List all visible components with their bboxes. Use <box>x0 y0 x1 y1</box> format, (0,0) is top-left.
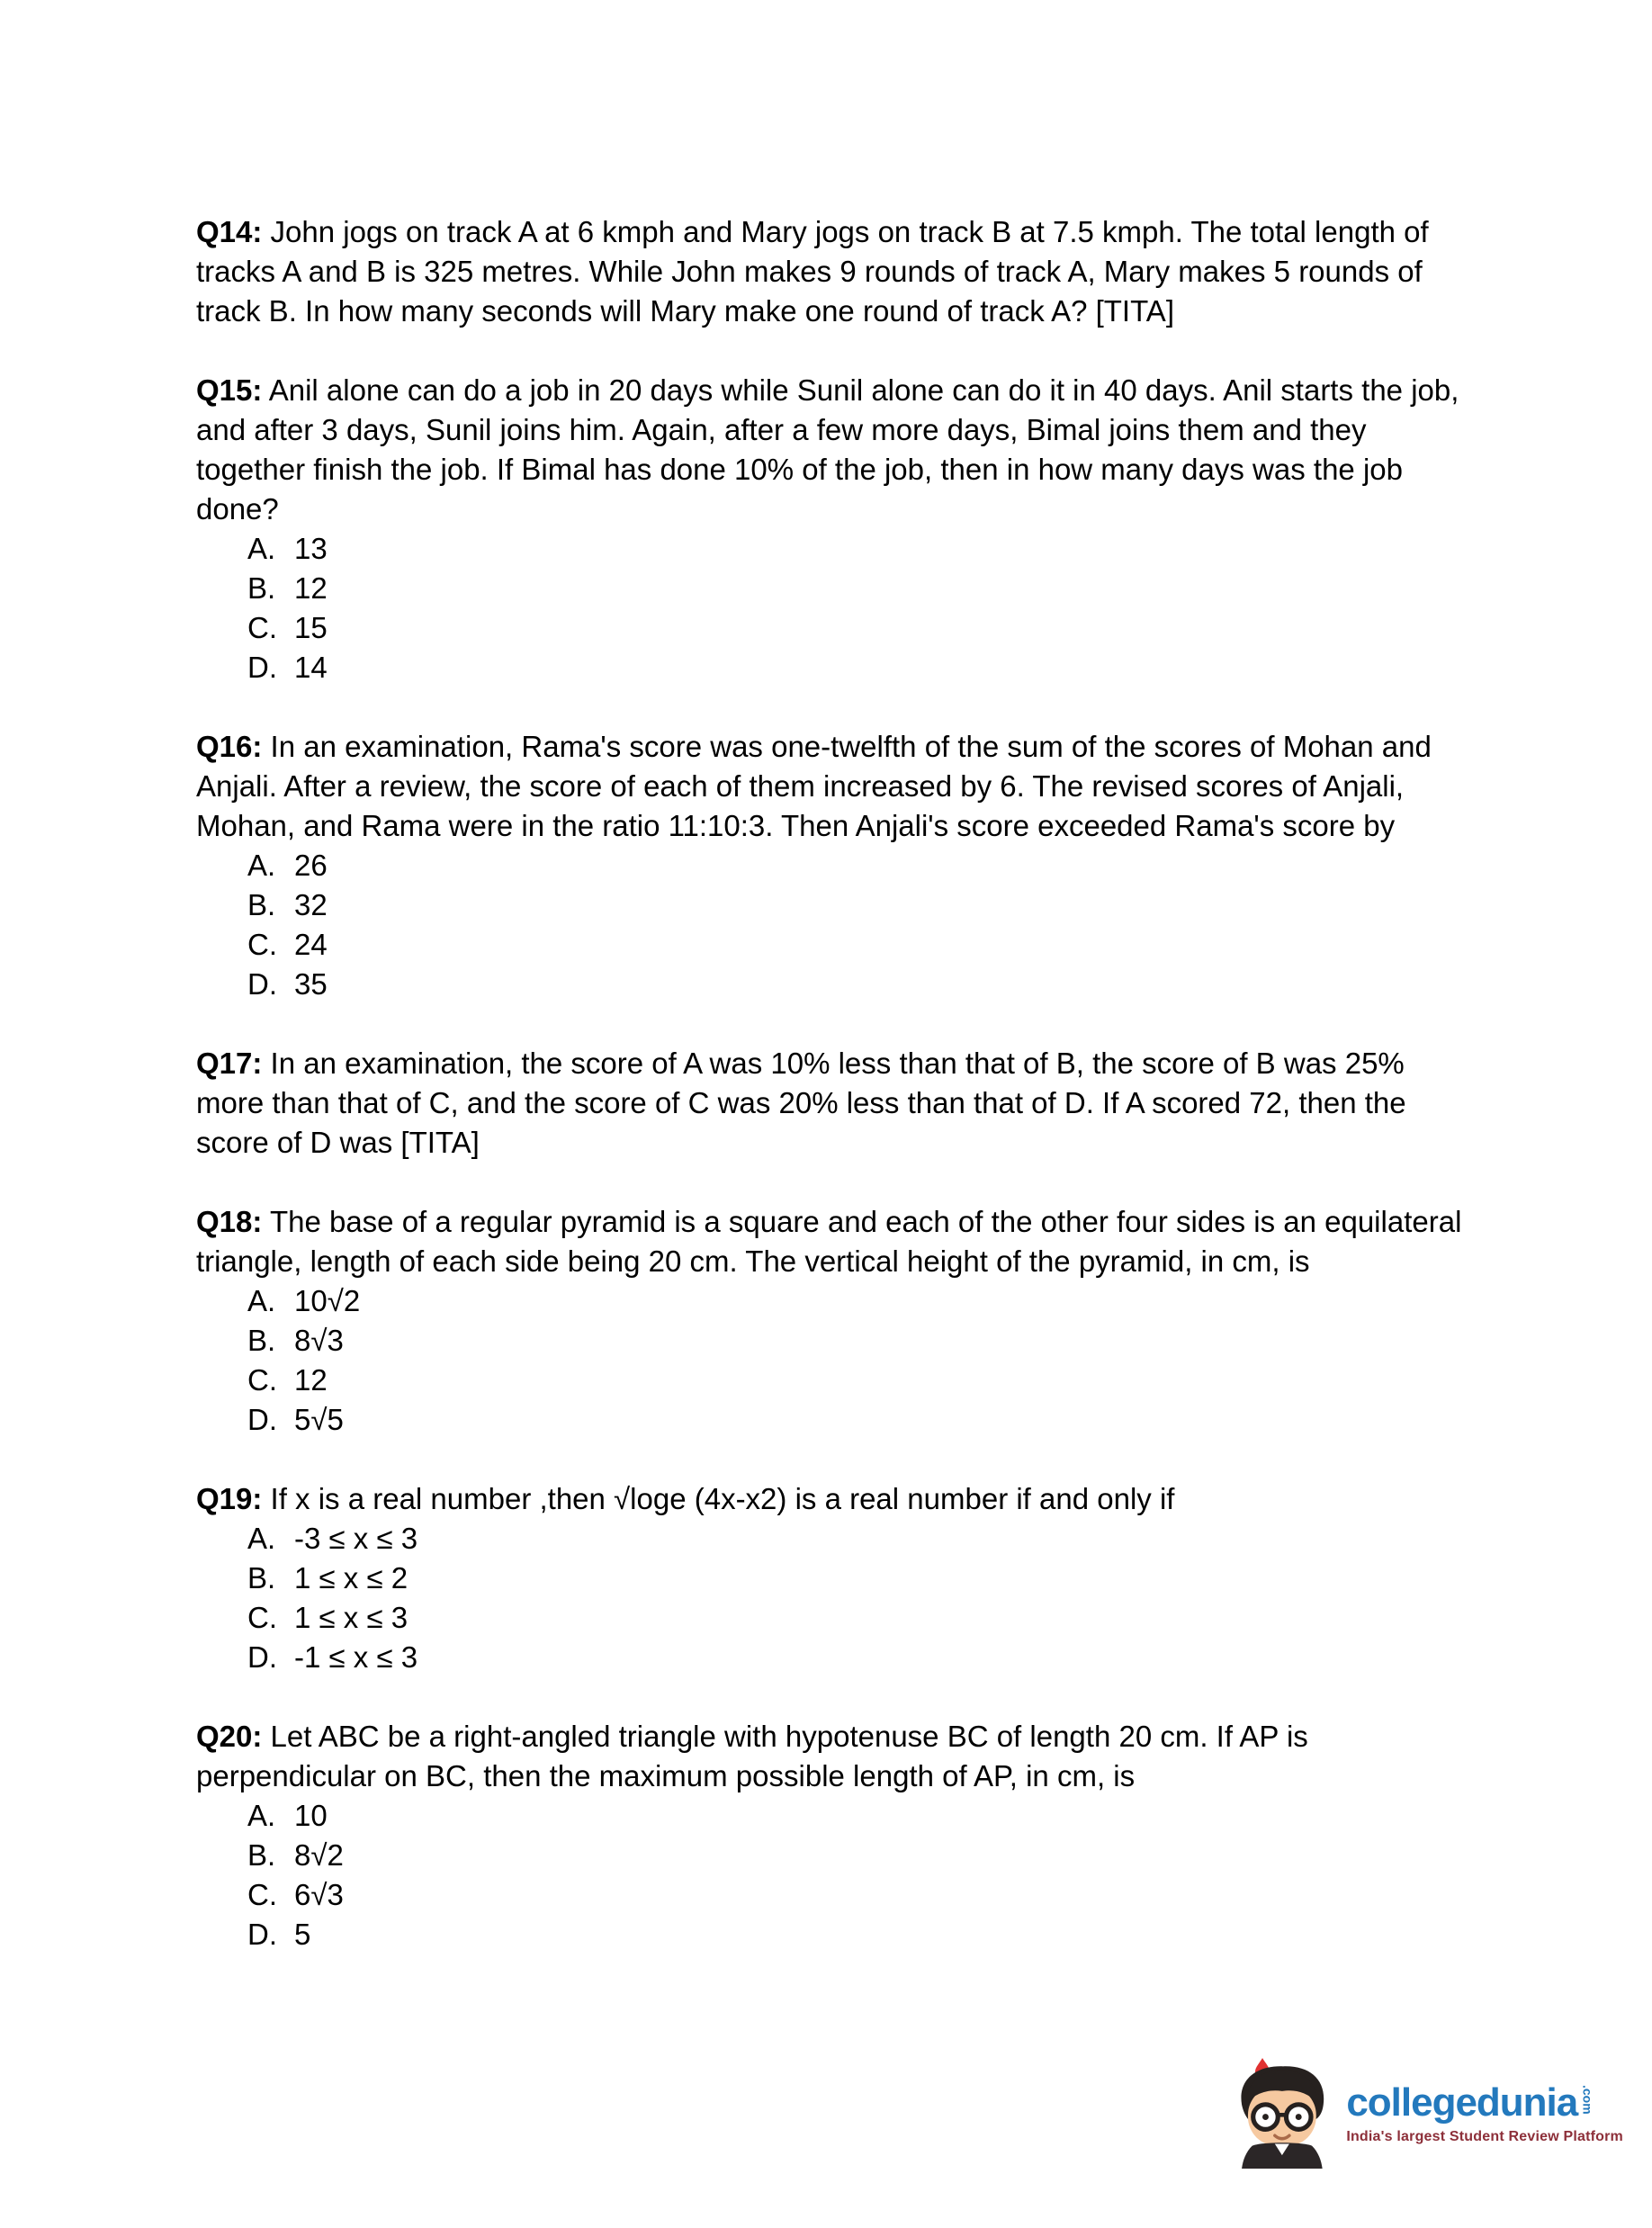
option-list <box>196 846 1467 1004</box>
question-paragraph <box>196 371 1467 529</box>
collegedunia-mascot-icon <box>1231 2057 1335 2169</box>
option-row <box>247 1836 1467 1875</box>
option-row <box>247 608 1467 648</box>
question-number: Q17: <box>196 1047 263 1080</box>
question-number: Q14: <box>196 215 263 248</box>
option-label: D. <box>247 651 277 684</box>
option-text: -3 ≤ x ≤ 3 <box>294 1522 418 1555</box>
option-row <box>247 1519 1467 1559</box>
question-paragraph <box>196 1202 1467 1281</box>
option-row <box>247 648 1467 687</box>
brand-text <box>1346 2081 1623 2145</box>
question-number: Q18: <box>196 1205 263 1238</box>
option-label: B. <box>247 571 276 605</box>
option-row <box>247 965 1467 1004</box>
option-label: A. <box>247 1522 276 1555</box>
option-label: D. <box>247 1403 277 1436</box>
option-label: D. <box>247 1918 277 1951</box>
option-label: A. <box>247 532 276 565</box>
option-label: A. <box>247 1284 276 1317</box>
option-text: 12 <box>294 1363 328 1397</box>
option-label: C. <box>247 1363 277 1397</box>
option-label: C. <box>247 1601 277 1634</box>
question-block <box>196 1479 1467 1677</box>
option-list <box>196 1796 1467 1954</box>
option-text: 5 <box>294 1918 311 1951</box>
option-row <box>247 529 1467 569</box>
option-text: 32 <box>294 888 328 921</box>
question-paragraph <box>196 1479 1467 1519</box>
question-number: Q19: <box>196 1482 263 1515</box>
question-block <box>196 1717 1467 1954</box>
option-text: 14 <box>294 651 328 684</box>
option-row <box>247 885 1467 925</box>
question-text: John jogs on track A at 6 kmph and Mary jogs on track B at 7.5 kmph. The total length of tracks A and B is 325 metres. While John makes 9 rounds of track A, Mary makes 5 rounds of track B. In how many seconds will Mary make one round of track A? [TITA] <box>196 215 1429 328</box>
option-row <box>247 569 1467 608</box>
option-label: B. <box>247 1561 276 1595</box>
option-row <box>247 1559 1467 1598</box>
question-paragraph <box>196 1717 1467 1796</box>
option-row <box>247 1796 1467 1836</box>
option-text: 8√2 <box>294 1838 344 1872</box>
option-text: -1 ≤ x ≤ 3 <box>294 1640 418 1674</box>
question-paragraph <box>196 212 1467 331</box>
option-text: 1 ≤ x ≤ 2 <box>294 1561 409 1595</box>
question-list <box>196 212 1467 1994</box>
option-row <box>247 925 1467 965</box>
question-block <box>196 371 1467 687</box>
option-row <box>247 1915 1467 1954</box>
option-row <box>247 1400 1467 1440</box>
option-row <box>247 1638 1467 1677</box>
option-row <box>247 1281 1467 1321</box>
option-text: 8√3 <box>294 1324 344 1357</box>
question-block <box>196 212 1467 331</box>
question-number: Q20: <box>196 1720 263 1753</box>
option-list <box>196 1519 1467 1677</box>
option-row <box>247 1598 1467 1638</box>
question-number: Q15: <box>196 373 263 407</box>
brand-tagline: India's largest Student Review Platform <box>1346 2128 1623 2144</box>
option-row <box>247 1875 1467 1915</box>
option-label: B. <box>247 888 276 921</box>
question-block <box>196 1044 1467 1163</box>
option-label: A. <box>247 849 276 882</box>
option-row <box>247 1361 1467 1400</box>
option-label: D. <box>247 967 277 1001</box>
option-list <box>196 1281 1467 1440</box>
collegedunia-logo <box>1231 2057 1623 2169</box>
question-text: The base of a regular pyramid is a square and each of the other four sides is an equilateral triangle, length of each side being 20 cm. The vertical height of the pyramid, in cm, is <box>196 1205 1462 1278</box>
option-text: 10√2 <box>294 1284 361 1317</box>
option-text: 24 <box>294 928 328 961</box>
option-row <box>247 1321 1467 1361</box>
option-text: 12 <box>294 571 328 605</box>
option-label: B. <box>247 1324 276 1357</box>
option-text: 10 <box>294 1799 328 1832</box>
option-text: 35 <box>294 967 328 1001</box>
question-text: If x is a real number ,then √loge (4x-x2) is a real number if and only if <box>262 1482 1175 1515</box>
question-text: Let ABC be a right-angled triangle with hypotenuse BC of length 20 cm. If AP is perpendicular on BC, then the maximum possible length of AP, in cm, is <box>196 1720 1308 1792</box>
option-label: C. <box>247 611 277 644</box>
option-text: 6√3 <box>294 1878 344 1911</box>
brand-name: collegedunia <box>1346 2080 1578 2125</box>
option-label: D. <box>247 1640 277 1674</box>
question-text: In an examination, the score of A was 10% less than that of B, the score of B was 25% more than that of C, and the score of C was 20% less than that of D. If A scored 72, then the score of D was [TITA] <box>196 1047 1406 1159</box>
question-number: Q16: <box>196 730 263 763</box>
question-text: Anil alone can do a job in 20 days while Sunil alone can do it in 40 days. Anil starts the job, and after 3 days, Sunil joins him. Again, after a few more days, Bimal joins them and they together finish the job. If Bimal has done 10% of the job, then in how many days was the job done? <box>196 373 1459 526</box>
brand-tld: .com <box>1580 2084 1595 2115</box>
option-label: C. <box>247 928 277 961</box>
question-block <box>196 1202 1467 1440</box>
question-block <box>196 727 1467 1004</box>
question-paragraph <box>196 1044 1467 1163</box>
option-list <box>196 529 1467 687</box>
option-text: 13 <box>294 532 328 565</box>
option-text: 26 <box>294 849 328 882</box>
option-text: 15 <box>294 611 328 644</box>
option-label: B. <box>247 1838 276 1872</box>
option-row <box>247 846 1467 885</box>
option-label: C. <box>247 1878 277 1911</box>
option-text: 1 ≤ x ≤ 3 <box>294 1601 409 1634</box>
question-paragraph <box>196 727 1467 846</box>
option-label: A. <box>247 1799 276 1832</box>
option-text: 5√5 <box>294 1403 344 1436</box>
question-text: In an examination, Rama's score was one-twelfth of the sum of the scores of Mohan and Anjali. After a review, the score of each of them increased by 6. The revised scores of Anjali, Mohan, and Rama were in the ratio 11:10:3. Then Anjali's score exceeded Rama's score by <box>196 730 1432 842</box>
